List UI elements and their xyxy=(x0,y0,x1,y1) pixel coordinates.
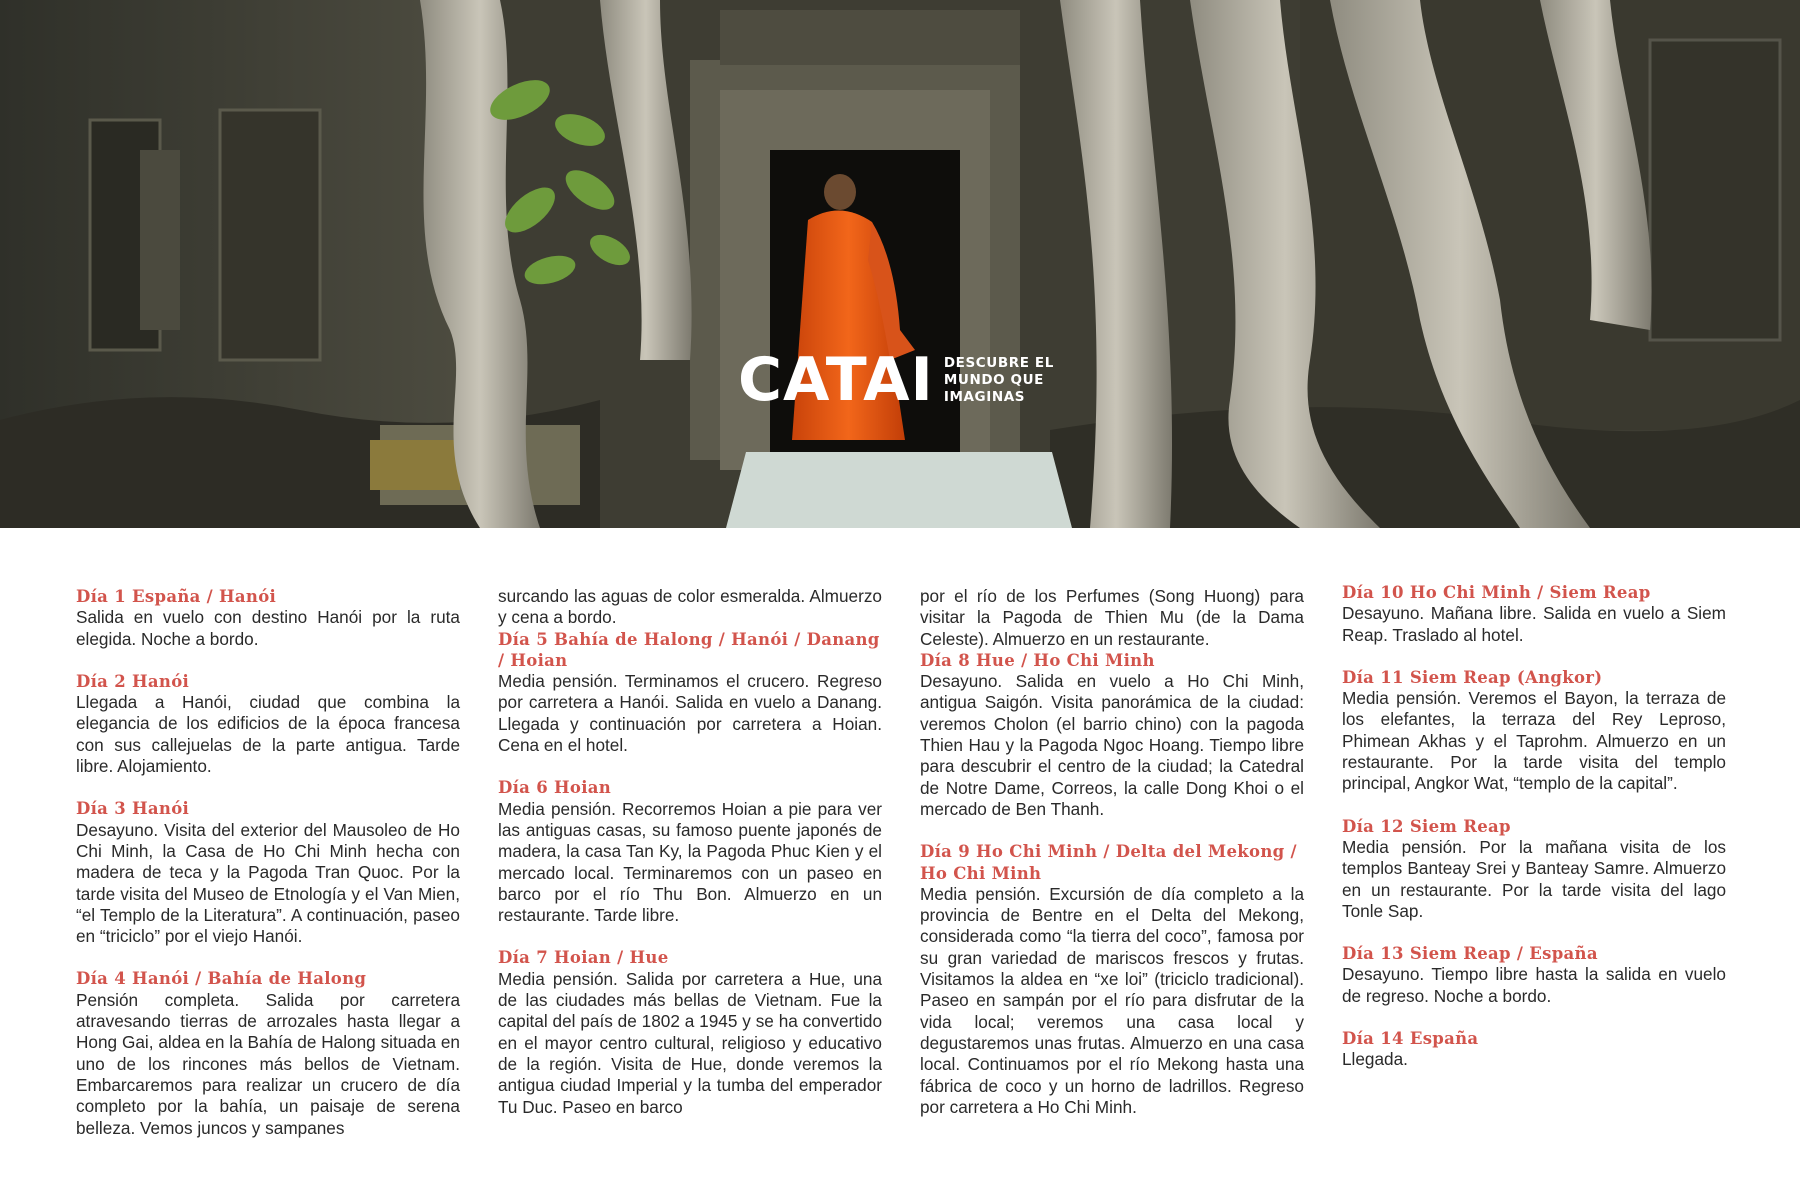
brand-tagline xyxy=(944,355,1054,406)
day-description: Media pensión. Salida por carretera a Hue, una de las ciudades más bellas de Vietnam. Fue la capital del país de 1802 a 1945 y se ha convertido en el mayor centro cultural, religioso y educativo de la región. Visita de Hue, donde veremos la antigua ciudad Imperial y la tumba del emperador Tu Duc. Paseo en barco xyxy=(498,968,882,1117)
day-title: Día 7 Hoian / Hue xyxy=(498,948,669,968)
day-title: Día 5 Bahía de Halong / Hanói / Danang / Hoian xyxy=(498,629,880,670)
itinerary-column xyxy=(76,586,460,1160)
day-description: Salida en vuelo con destino Hanói por la ruta elegida. Noche a bordo. xyxy=(76,607,460,649)
day-description: Media pensión. Terminamos el crucero. Regreso por carretera a Hanói. Salida en vuelo a Danang. Llegada y continuación por carretera a Hoian. Cena en el hotel. xyxy=(498,671,882,756)
day-title: Día 9 Ho Chi Minh / Delta del Mekong / Ho Chi Minh xyxy=(920,842,1297,883)
itinerary-column xyxy=(1342,582,1726,1092)
continued-text: surcando las aguas de color esmeralda. Almuerzo y cena a bordo. xyxy=(498,586,882,628)
brand-logo xyxy=(738,345,1054,415)
day-title: Día 12 Siem Reap xyxy=(1342,816,1511,836)
day-description: Media pensión. Excursión de día completo a la provincia de Bentre en el Delta del Mekong, considerada como “la tierra del coco”, famosa por su gran variedad de mariscos frescos y frutas. Visitamos la aldea en “xe loi” (triciclo tradicional). Paseo en sampán por el río para disfrutar de la vida local; veremos una casa local y degustaremos unas frutas. Almuerzo en una casa local. Continuamos por el río Mekong hasta una fábrica de coco y un horno de ladrillos. Regreso por carretera a Ho Chi Minh. xyxy=(920,883,1304,1117)
day-title: Día 4 Hanói / Bahía de Halong xyxy=(76,969,367,989)
day-entry xyxy=(1342,667,1726,795)
day-entry xyxy=(498,947,882,1117)
header-tab-shape xyxy=(726,452,1072,528)
temple-monk-illustration xyxy=(0,0,1800,528)
day-title: Día 1 España / Hanói xyxy=(76,587,277,606)
itinerary-column xyxy=(498,586,882,1139)
day-description: Media pensión. Veremos el Bayon, la terraza de los elefantes, la terraza del Rey Leproso, Phimean Akhas y el Taprohm. Almuerzo en un restaurante. Por la tarde visita del templo principal, Angkor Wat, “templo de la capital”. xyxy=(1342,688,1726,794)
brand-name: CATAI xyxy=(738,345,934,415)
day-entry xyxy=(1342,943,1726,1007)
continued-text: por el río de los Perfumes (Song Huong) para visitar la Pagoda de Thien Mu (de la Dama Celeste). Almuerzo en un restaurante. xyxy=(920,586,1304,649)
day-description: Media pensión. Por la mañana visita de los templos Banteay Srei y Banteay Samre. Almuerzo en un restaurante. Por la tarde visita del lago Tonle Sap. xyxy=(1342,836,1726,921)
day-description: Llegada. xyxy=(1342,1049,1408,1070)
tagline-line-2: MUNDO QUE xyxy=(943,371,1044,388)
itinerary-column xyxy=(920,586,1304,1139)
day-entry xyxy=(498,629,882,757)
day-entry xyxy=(76,798,460,947)
day-entry xyxy=(1342,582,1726,646)
day-entry xyxy=(76,968,460,1138)
tagline-line-3: IMAGINAS xyxy=(943,388,1026,405)
hero-photo xyxy=(0,0,1800,528)
day-entry xyxy=(920,650,1304,820)
day-description: Desayuno. Salida en vuelo a Ho Chi Minh, antigua Saigón. Visita panorámica de la ciudad: veremos Cholon (el barrio chino) con la pagoda Thien Hau y la Pagoda Ngoc Hoang. Tiempo libre para descubrir el centro de la ciudad; la Catedral de Notre Dame, Correos, la calle Dong Khoi o el mercado de Ben Thanh. xyxy=(920,671,1304,819)
day-title: Día 2 Hanói xyxy=(76,671,190,691)
day-title: Día 10 Ho Chi Minh / Siem Reap xyxy=(1342,583,1651,602)
day-entry xyxy=(920,841,1304,1118)
day-description: Llegada a Hanói, ciudad que combina la elegancia de los edificios de la época francesa con sus callejuelas de la parte antigua. Tarde libre. Alojamiento. xyxy=(76,692,460,777)
day-title: Día 11 Siem Reap (Angkor) xyxy=(1342,667,1603,687)
day-entry xyxy=(76,586,460,650)
day-entry xyxy=(76,671,460,777)
day-title: Día 14 España xyxy=(1342,1029,1479,1049)
day-description: Desayuno. Tiempo libre hasta la salida en vuelo de regreso. Noche a bordo. xyxy=(1342,964,1726,1006)
day-entry xyxy=(1342,1028,1726,1071)
day-description: Desayuno. Visita del exterior del Mausoleo de Ho Chi Minh, la Casa de Ho Chi Minh hecha con madera de teca y la Pagoda Tran Quoc. Por la tarde visita del Museo de Etnología y el Van Mien, “el Templo de la Literatura”. A continuación, paseo en “triciclo” por el viejo Hanói. xyxy=(76,819,460,947)
day-title: Día 6 Hoian xyxy=(498,778,612,798)
itinerary-columns xyxy=(76,583,1726,1186)
day-description: Pensión completa. Salida por carretera atravesando tierras de arrozales hasta llegar a Hong Gai, aldea en la Bahía de Halong situada en uno de los rincones más bellos de Vietnam. Embarcaremos para realizar un crucero de día completo por la bahía, un paisaje de serena belleza. Vemos juncos y sampanes xyxy=(76,989,460,1138)
day-description: Media pensión. Recorremos Hoian a pie para ver las antiguas casas, su famoso puente japonés de madera, la casa Tan Ky, la Pagoda Phuc Kien y el mercado local. Terminaremos con un paseo en barco por el río Thu Bon. Almuerzo en un restaurante. Tarde libre. xyxy=(498,798,882,926)
day-title: Día 13 Siem Reap / España xyxy=(1342,944,1598,964)
day-entry xyxy=(1342,816,1726,922)
tagline-line-1: DESCUBRE EL xyxy=(943,354,1054,371)
day-title: Día 3 Hanói xyxy=(76,799,190,819)
day-description: Desayuno. Mañana libre. Salida en vuelo a Siem Reap. Traslado al hotel. xyxy=(1342,603,1726,645)
day-entry xyxy=(498,777,882,926)
day-title: Día 8 Hue / Ho Chi Minh xyxy=(920,650,1155,670)
